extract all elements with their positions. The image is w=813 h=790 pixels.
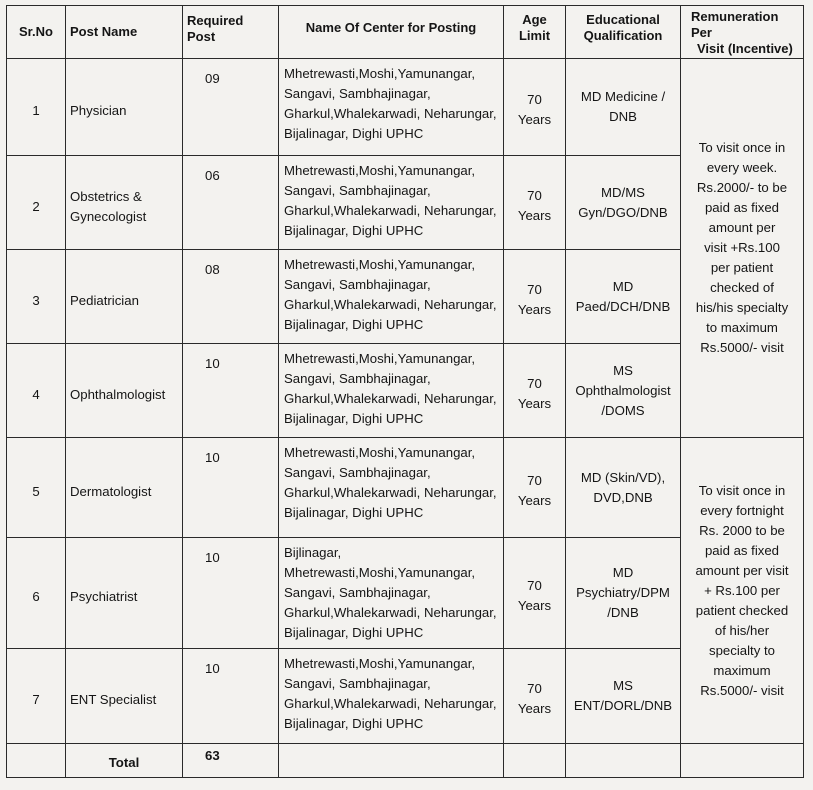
sr-no-cell: 5 [7, 438, 66, 538]
age-line: Years [517, 701, 552, 716]
age-line: Years [517, 598, 552, 613]
required-post-cell: 09 [183, 59, 279, 156]
center-line: Bijalinagar, Dighi UPHC [284, 317, 424, 332]
qualification-line: MS [613, 362, 633, 378]
center-cell [279, 538, 504, 649]
center-line: Gharkul,Whalekarwadi, Neharungar, [284, 297, 497, 312]
total-empty-cell [279, 744, 504, 778]
age-limit-cell [504, 156, 566, 250]
sr-no-cell: 6 [7, 538, 66, 649]
age-line: 70 [527, 472, 542, 488]
center-line: Gharkul,Whalekarwadi, Neharungar, [284, 203, 497, 218]
center-line: Bijalinagar, Dighi UPHC [284, 505, 424, 520]
remuneration-line: amount per visit [695, 562, 789, 578]
qualification-line: DNB [609, 109, 637, 124]
age-limit-cell [504, 250, 566, 344]
qualification-line: Psychiatry/DPM [576, 585, 670, 600]
remuneration-line: paid as fixed [704, 542, 780, 558]
center-line: Bijalinagar, Dighi UPHC [284, 223, 424, 238]
center-line: Sangavi, Sambhajinagar, [284, 676, 431, 691]
qualification-line: MD (Skin/VD), [580, 469, 666, 485]
header-required-post: Required Post [183, 6, 279, 59]
total-value: 63 [183, 744, 279, 778]
required-post-cell: 08 [183, 250, 279, 344]
qualification-line: ENT/DORL/DNB [573, 698, 673, 713]
header-row [7, 6, 804, 59]
remuneration-line: Rs.2000/- to be [696, 180, 788, 195]
header-qualification [566, 6, 681, 59]
center-cell [279, 250, 504, 344]
remuneration-line: Rs.5000/- visit [700, 682, 784, 698]
remuneration-line: visit +Rs.100 [704, 240, 780, 255]
center-line: Gharkul,Whalekarwadi, Neharungar, [284, 106, 497, 121]
header-remuneration [681, 6, 804, 59]
post-name-cell: Obstetrics & Gynecologist [66, 156, 183, 250]
center-line: Sangavi, Sambhajinagar, [284, 183, 431, 198]
age-line: Years [517, 301, 552, 317]
center-line: Sangavi, Sambhajinagar, [284, 277, 431, 292]
center-line: Sangavi, Sambhajinagar, [284, 465, 431, 480]
header-center: Name Of Center for Posting [279, 6, 504, 59]
age-limit-cell [504, 538, 566, 649]
center-cell [279, 59, 504, 156]
center-line: Mhetrewasti,Moshi,Yamunangar, [284, 66, 476, 81]
remuneration-weekly-cell [681, 59, 804, 438]
qualification-line: /DOMS [601, 402, 645, 418]
qualification-line: MS [613, 678, 633, 693]
center-line: Sangavi, Sambhajinagar, [284, 371, 431, 386]
sr-no-cell: 3 [7, 250, 66, 344]
center-cell [279, 649, 504, 744]
qualification-line: MD/MS [601, 184, 645, 200]
remuneration-line: + Rs.100 per [704, 582, 780, 598]
header-edu-line1: Educational [586, 12, 660, 27]
remuneration-line: To visit once in [698, 140, 786, 155]
qualification-line: Ophthalmologist [575, 382, 671, 398]
header-post-name: Post Name [66, 6, 183, 59]
qualification-cell [566, 649, 681, 744]
center-line: Sangavi, Sambhajinagar, [284, 585, 431, 600]
total-label: Total [66, 744, 183, 778]
remuneration-line: patient checked [695, 602, 789, 618]
center-line: Gharkul,Whalekarwadi, Neharungar, [284, 485, 497, 500]
remuneration-line: every fortnight [700, 502, 784, 518]
age-limit-cell [504, 649, 566, 744]
qualification-line: /DNB [607, 605, 639, 620]
age-limit-cell [504, 438, 566, 538]
header-rem-line3: Visit (Incentive) [697, 41, 793, 56]
recruitment-table [6, 5, 804, 778]
center-line: Gharkul,Whalekarwadi, Neharungar, [284, 391, 497, 406]
qualification-cell [566, 438, 681, 538]
remuneration-line: To visit once in [698, 482, 786, 498]
qualification-line: Gyn/DGO/DNB [578, 204, 668, 220]
sr-no-cell: 4 [7, 344, 66, 438]
remuneration-line: maximum [713, 662, 771, 678]
qualification-cell [566, 59, 681, 156]
header-sr-no: Sr.No [7, 6, 66, 59]
remuneration-line: specialty to [709, 642, 775, 658]
required-post-cell: 06 [183, 156, 279, 250]
required-post-cell: 10 [183, 538, 279, 649]
age-line: 70 [527, 681, 542, 696]
center-line: Gharkul,Whalekarwadi, Neharungar, [284, 605, 497, 620]
remuneration-line: his/his specialty [695, 300, 789, 315]
post-name-cell: Dermatologist [66, 438, 183, 538]
center-line: Bijlinagar, [284, 545, 342, 560]
age-line: 70 [527, 92, 542, 107]
header-age-line1: Age [522, 12, 547, 27]
age-line: 70 [527, 578, 542, 593]
center-cell [279, 344, 504, 438]
age-limit-cell [504, 59, 566, 156]
sr-no-cell: 7 [7, 649, 66, 744]
remuneration-line: Rs. 2000 to be [699, 522, 785, 538]
required-post-cell: 10 [183, 438, 279, 538]
center-cell [279, 438, 504, 538]
header-rem-line2: Per [691, 25, 712, 40]
total-empty-cell [681, 744, 804, 778]
qualification-line: Paed/DCH/DNB [575, 298, 671, 314]
post-name-cell: Ophthalmologist [66, 344, 183, 438]
remuneration-line: to maximum [706, 320, 778, 335]
sr-no-cell: 2 [7, 156, 66, 250]
total-empty-cell [566, 744, 681, 778]
center-line: Bijalinagar, Dighi UPHC [284, 126, 424, 141]
center-line: Mhetrewasti,Moshi,Yamunangar, [284, 445, 476, 460]
age-line: 70 [527, 375, 542, 391]
remuneration-line: paid as fixed [704, 200, 780, 215]
post-name-cell: Psychiatrist [66, 538, 183, 649]
center-line: Mhetrewasti,Moshi,Yamunangar, [284, 351, 476, 366]
qualification-cell [566, 538, 681, 649]
center-line: Sangavi, Sambhajinagar, [284, 86, 431, 101]
post-name-cell: Pediatrician [66, 250, 183, 344]
header-edu-line2: Qualification [583, 28, 663, 43]
center-line: Mhetrewasti,Moshi,Yamunangar, [284, 257, 476, 272]
center-line: Gharkul,Whalekarwadi, Neharungar, [284, 696, 497, 711]
age-line: Years [517, 207, 552, 223]
center-line: Bijalinagar, Dighi UPHC [284, 716, 424, 731]
age-line: 70 [527, 187, 542, 203]
remuneration-line: Rs.5000/- visit [700, 340, 784, 355]
center-line: Mhetrewasti,Moshi,Yamunangar, [284, 163, 476, 178]
required-post-cell: 10 [183, 344, 279, 438]
qualification-line: MD Medicine / [580, 89, 666, 104]
age-line: Years [517, 112, 552, 127]
remuneration-line: every week. [706, 160, 778, 175]
table-row [7, 438, 804, 538]
remuneration-fortnightly-cell [681, 438, 804, 744]
total-row [7, 744, 804, 778]
post-name-cell: Physician [66, 59, 183, 156]
qualification-cell [566, 344, 681, 438]
center-cell [279, 156, 504, 250]
required-post-cell: 10 [183, 649, 279, 744]
center-line: Mhetrewasti,Moshi,Yamunangar, [284, 565, 476, 580]
remuneration-line: of his/her [714, 622, 770, 638]
header-rem-line1: Remuneration [691, 9, 779, 24]
center-line: Mhetrewasti,Moshi,Yamunangar, [284, 656, 476, 671]
age-line: Years [517, 492, 552, 508]
age-line: 70 [527, 281, 542, 297]
total-empty-cell [504, 744, 566, 778]
age-limit-cell [504, 344, 566, 438]
age-line: Years [517, 395, 552, 411]
remuneration-line: amount per [708, 220, 776, 235]
header-age-line2: Limit [518, 28, 551, 43]
remuneration-line: checked of [710, 280, 774, 295]
qualification-line: MD [612, 565, 634, 580]
header-age-limit [504, 6, 566, 59]
qualification-line: MD [612, 278, 634, 294]
remuneration-line: per patient [710, 260, 774, 275]
qualification-cell [566, 250, 681, 344]
center-line: Bijalinagar, Dighi UPHC [284, 411, 424, 426]
qualification-line: DVD,DNB [593, 489, 653, 505]
center-line: Bijalinagar, Dighi UPHC [284, 625, 424, 640]
post-name-cell: ENT Specialist [66, 649, 183, 744]
sr-no-cell: 1 [7, 59, 66, 156]
qualification-cell [566, 156, 681, 250]
table-row [7, 59, 804, 156]
total-empty-cell [7, 744, 66, 778]
